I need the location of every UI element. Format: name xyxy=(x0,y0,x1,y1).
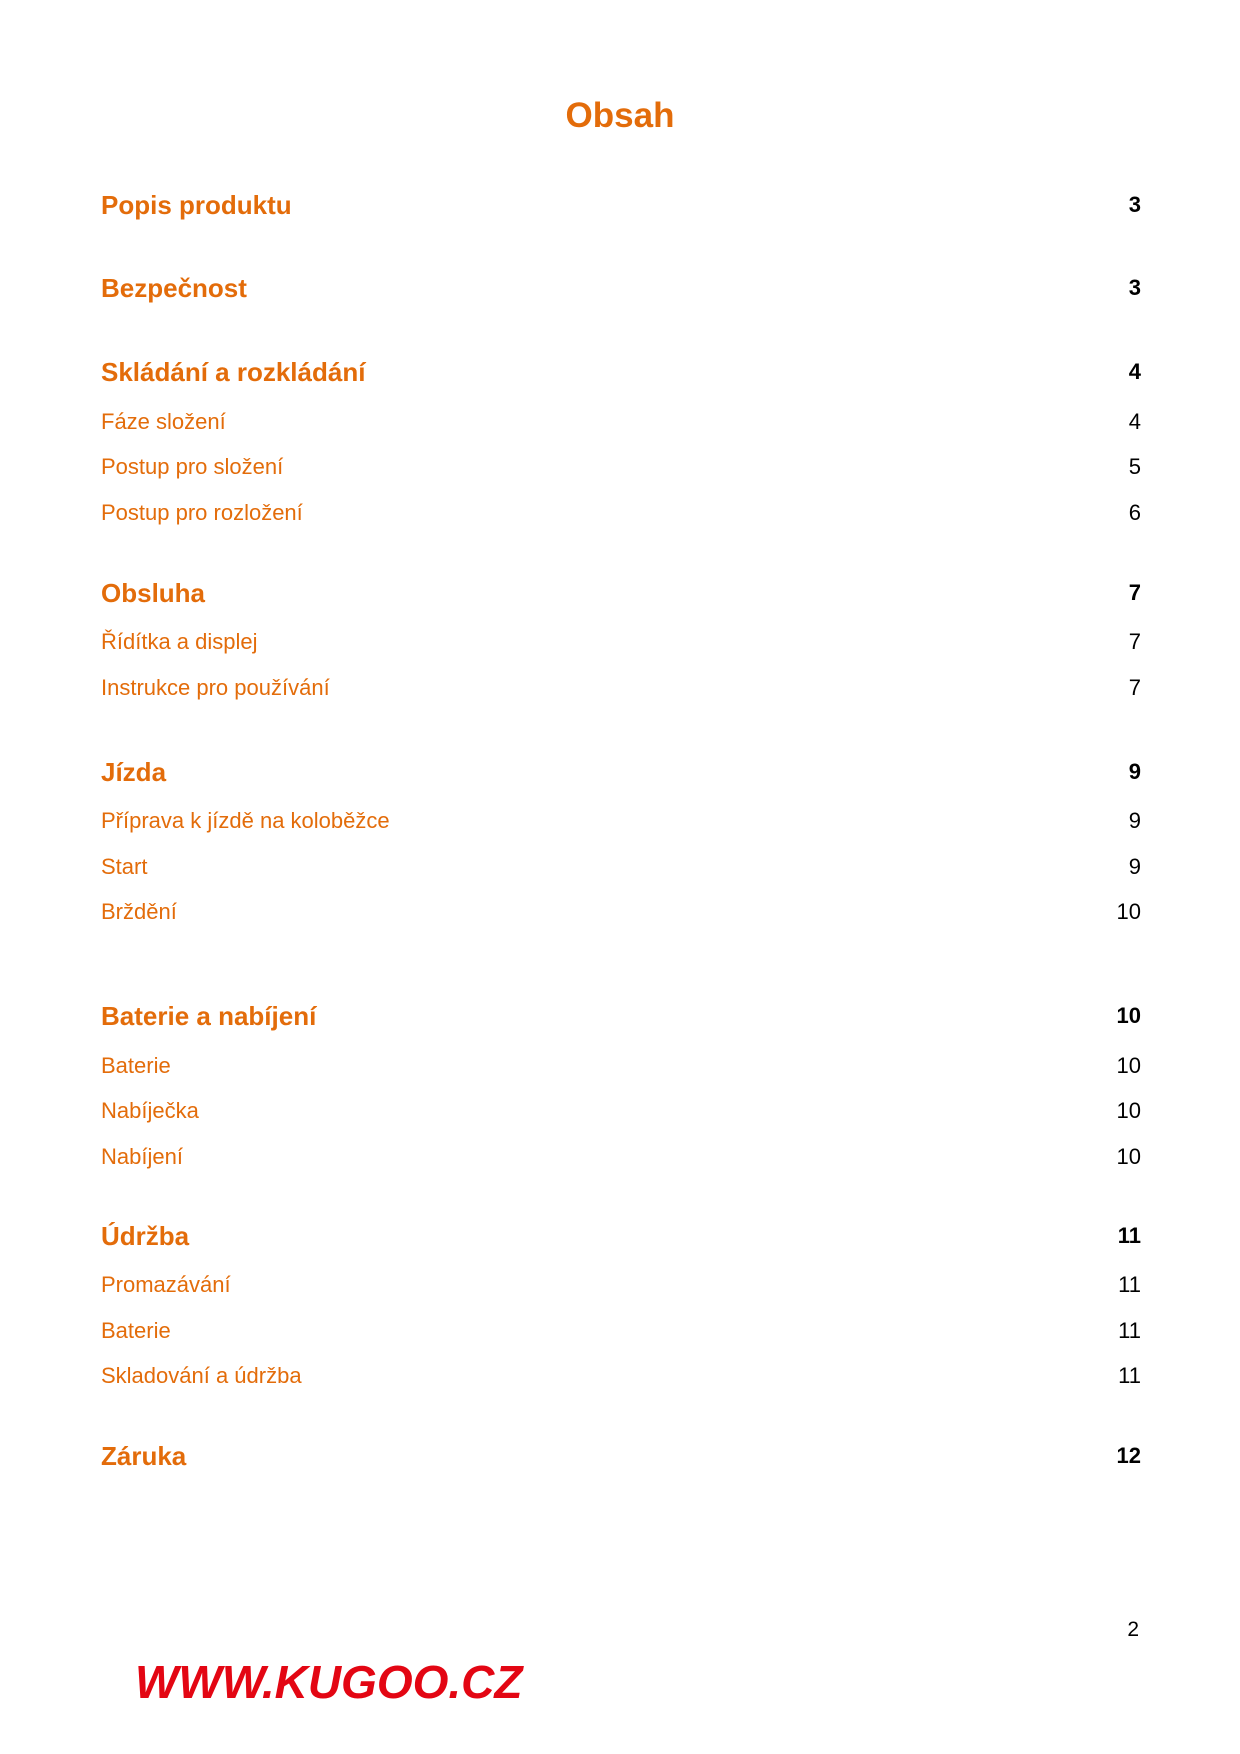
toc-entry-label: Start xyxy=(101,854,148,879)
toc-entry-page-number: 3 xyxy=(1128,192,1141,217)
toc-entry-label: Instrukce pro používání xyxy=(101,675,330,700)
toc-entry-page-number: 9 xyxy=(1128,808,1141,833)
toc-entry-baterie-udrzba[interactable] xyxy=(101,1311,1141,1351)
toc-entry-page-number: 9 xyxy=(1128,759,1141,784)
toc-entry-label: Záruka xyxy=(101,1440,187,1471)
toc-entry-baterie-nabijeni[interactable] xyxy=(101,996,1141,1036)
toc-entry-page-number: 9 xyxy=(1128,854,1141,879)
toc-entry-postup-slozeni[interactable] xyxy=(101,447,1141,487)
toc-entry-label: Baterie a nabíjení xyxy=(101,1000,317,1031)
toc-entry-page-number: 10 xyxy=(1116,1144,1141,1169)
toc-entry-label: Údržba xyxy=(101,1220,190,1251)
toc-entry-page-number: 10 xyxy=(1116,1003,1141,1028)
toc-entry-label: Fáze složení xyxy=(101,409,226,434)
toc-entry-label: Postup pro rozložení xyxy=(101,500,303,525)
toc-entry-priprava[interactable] xyxy=(101,801,1141,841)
toc-entry-faze-slozeni[interactable] xyxy=(101,402,1141,442)
toc-entry-label: Baterie xyxy=(101,1053,171,1078)
toc-entry-udrzba[interactable] xyxy=(101,1216,1141,1256)
toc-entry-jizda[interactable] xyxy=(101,752,1141,792)
toc-entry-skladani[interactable] xyxy=(101,352,1141,392)
toc-entry-page-number: 10 xyxy=(1116,1098,1141,1123)
toc-entry-label: Postup pro složení xyxy=(101,454,284,479)
toc-entry-label: Bezpečnost xyxy=(101,272,247,303)
toc-entry-page-number: 11 xyxy=(1118,1318,1141,1343)
toc-entry-page-number: 10 xyxy=(1116,899,1141,924)
toc-entry-brzdeni[interactable] xyxy=(101,892,1141,932)
toc-entry-label: Příprava k jízdě na koloběžce xyxy=(101,808,390,833)
toc-entry-start[interactable] xyxy=(101,847,1141,887)
toc-entry-nabijeni[interactable] xyxy=(101,1137,1141,1177)
toc-entry-label: Obsluha xyxy=(101,577,206,608)
page-title: Obsah xyxy=(565,96,675,135)
toc-entry-obsluha[interactable] xyxy=(101,573,1141,613)
toc-entry-nabijecka[interactable] xyxy=(101,1091,1141,1131)
footer-website-url[interactable]: WWW.KUGOO.CZ xyxy=(135,1656,523,1708)
toc-entry-skladovani[interactable] xyxy=(101,1356,1141,1396)
toc-entry-page-number: 12 xyxy=(1116,1443,1141,1468)
toc-entry-label: Promazávání xyxy=(101,1272,231,1297)
toc-entry-label: Skladování a údržba xyxy=(101,1363,302,1388)
toc-entry-page-number: 7 xyxy=(1128,629,1141,654)
toc-entry-label: Jízda xyxy=(101,756,167,787)
toc-entry-label: Řídítka a displej xyxy=(101,629,258,654)
toc-entry-bezpecnost[interactable] xyxy=(101,268,1141,308)
toc-entry-page-number: 11 xyxy=(1118,1363,1141,1388)
toc-entry-page-number: 4 xyxy=(1128,359,1141,384)
toc-entry-label: Popis produktu xyxy=(101,189,292,220)
toc-entry-page-number: 5 xyxy=(1128,454,1141,479)
toc-entry-page-number: 11 xyxy=(1117,1223,1141,1248)
toc-entry-promazavani[interactable] xyxy=(101,1265,1141,1305)
toc-entry-label: Baterie xyxy=(101,1318,171,1343)
toc-entry-baterie[interactable] xyxy=(101,1046,1141,1086)
toc-entry-page-number: 7 xyxy=(1128,580,1141,605)
toc-entry-instrukce[interactable] xyxy=(101,668,1141,708)
toc-entry-zaruka[interactable] xyxy=(101,1436,1141,1476)
toc-entry-label: Brždění xyxy=(101,899,177,924)
toc-entry-postup-rozlozeni[interactable] xyxy=(101,493,1141,533)
toc-entry-page-number: 3 xyxy=(1128,275,1141,300)
toc-entry-page-number: 11 xyxy=(1118,1272,1141,1297)
page-number: 2 xyxy=(1127,1618,1139,1641)
toc-entry-popis-produktu[interactable] xyxy=(101,185,1141,225)
toc-entry-page-number: 10 xyxy=(1116,1053,1141,1078)
toc-entry-label: Skládání a rozkládání xyxy=(101,356,366,387)
toc-entry-riditka-displej[interactable] xyxy=(101,622,1141,662)
toc-entry-label: Nabíjení xyxy=(101,1144,183,1169)
toc-entry-label: Nabíječka xyxy=(101,1098,199,1123)
toc-entry-page-number: 7 xyxy=(1128,675,1141,700)
toc-entry-page-number: 6 xyxy=(1128,500,1141,525)
toc-entry-page-number: 4 xyxy=(1128,409,1141,434)
